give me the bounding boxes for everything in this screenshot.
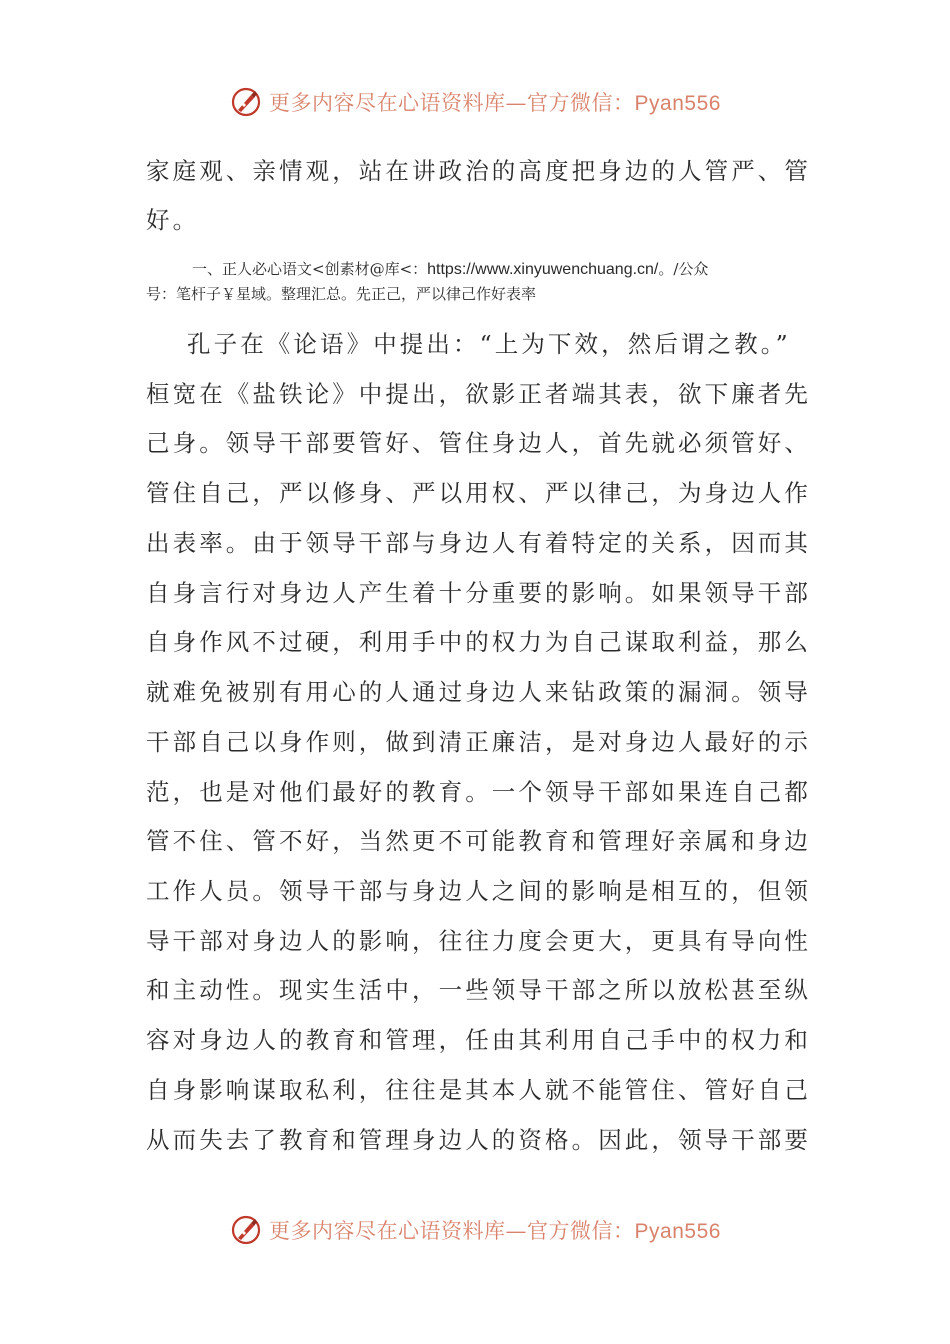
section-heading-line-2: 号：笔杆子￥星域。整理汇总。先正己，严以律己作好表率 [146,285,537,303]
paragraph-line: 自身言行对身边人产生着十分重要的影响。如果领导干部 [146,579,811,607]
paragraph-line: 自身作风不过硬，利用手中的权力为自己谋取利益，那么 [146,628,811,656]
watermark-text [269,1215,721,1245]
section-heading-url: https://www.xinyuwenchuang.cn/ [427,261,659,278]
paragraph-line: 桓宽在《盐铁论》中提出，欲影正者端其表，欲下廉者先 [146,380,811,408]
paragraph-line: 工作人员。领导干部与身边人之间的影响是相互的，但领 [146,877,811,905]
paragraph-line: 好。 [146,206,200,234]
section-heading-prefix: 一、正人必心语文<创素材@库<： [192,260,428,278]
paragraph-line: 干部自己以身作则，做到清正廉洁，是对身边人最好的示 [146,728,811,756]
section-heading-line-1 [192,258,806,281]
watermark-brand: 更多内容尽在心语资料库—官方微信： [269,1219,635,1243]
pen-nib-logo-icon [229,85,263,119]
section-heading-suffix: 。/公众 [658,260,709,278]
paragraph-line: 导干部对身边人的影响，往往力度会更大，更具有导向性 [146,927,811,955]
watermark-banner-top [0,82,950,122]
paragraph-line: 家庭观、亲情观，站在讲政治的高度把身边的人管严、管 [146,157,811,185]
pen-nib-logo-icon [229,1213,263,1247]
paragraph-line: 己身。领导干部要管好、管住身边人，首先就必须管好、 [146,429,811,457]
paragraph-line: 自身影响谋取私利，往往是其本人就不能管住、管好自己 [146,1076,811,1104]
paragraph-line: 管不住、管不好，当然更不可能教育和管理好亲属和身边 [146,827,811,855]
watermark-text [269,87,721,117]
watermark-wechat-id: Pyan556 [634,92,721,115]
paragraph-line: 管住自己，严以修身、严以用权、严以律己，为身边人作 [146,479,811,507]
paragraph-line: 孔子在《论语》中提出：“上为下效，然后谓之教。” [187,330,791,358]
paragraph-line: 从而失去了教育和管理身边人的资格。因此，领导干部要 [146,1126,811,1154]
paragraph-line: 出表率。由于领导干部与身边人有着特定的关系，因而其 [146,529,811,557]
watermark-banner-bottom [0,1210,950,1250]
paragraph-line: 范，也是对他们最好的教育。一个领导干部如果连自己都 [146,778,811,806]
watermark-brand: 更多内容尽在心语资料库—官方微信： [269,91,635,115]
watermark-wechat-id: Pyan556 [634,1220,721,1243]
paragraph-line: 和主动性。现实生活中，一些领导干部之所以放松甚至纵 [146,976,811,1004]
paragraph-line: 就难免被别有用心的人通过身边人来钻政策的漏洞。领导 [146,678,811,706]
paragraph-line: 容对身边人的教育和管理，任由其利用自己手中的权力和 [146,1026,811,1054]
